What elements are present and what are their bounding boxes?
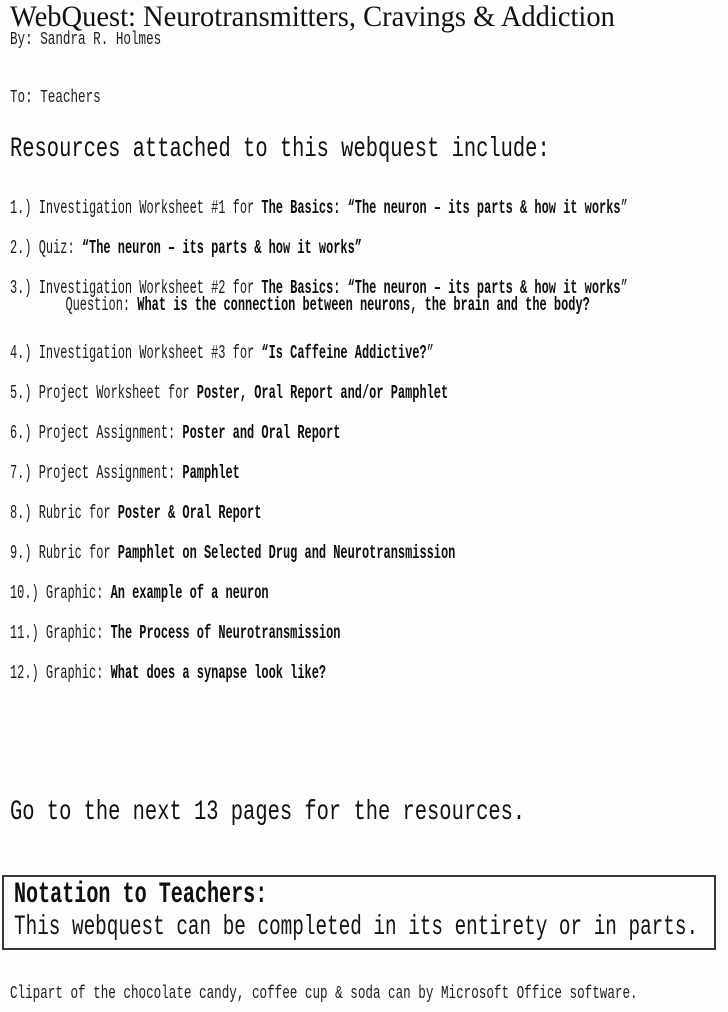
resource-item-line bbox=[10, 422, 628, 444]
resource-item bbox=[10, 197, 628, 219]
resource-bold-text: What does a synapse look like? bbox=[110, 662, 327, 684]
resource-regular-text: 5.) Project Worksheet for bbox=[10, 382, 197, 404]
resource-bold-text: The Process of Neurotransmission bbox=[110, 622, 341, 644]
resource-item-line bbox=[10, 582, 628, 604]
resource-item bbox=[10, 382, 628, 404]
resource-bold-text: Poster and Oral Report bbox=[182, 422, 341, 444]
clipart-credit-line: Clipart of the chocolate candy, coffee cup & soda can by Microsoft Office software. bbox=[10, 984, 638, 1004]
resource-regular-text: 4.) Investigation Worksheet #3 for bbox=[10, 342, 262, 364]
resources-heading: Resources attached to this webquest include: bbox=[10, 134, 550, 165]
resource-item-line bbox=[10, 462, 628, 484]
resource-item-line bbox=[10, 662, 628, 684]
resource-bold-text: An example of a neuron bbox=[110, 582, 269, 604]
resource-bold-text: The Basics: “The neuron – its parts & how it works bbox=[261, 277, 621, 299]
resource-regular-text: 2.) Quiz: bbox=[10, 237, 82, 259]
resource-item-line bbox=[10, 197, 628, 219]
resource-bold-text: Pamphlet bbox=[182, 462, 240, 484]
resource-regular-text: ” bbox=[426, 342, 434, 364]
resource-regular-text: 11.) Graphic: bbox=[10, 622, 111, 644]
notation-body: This webquest can be completed in its entirety or in parts. bbox=[14, 912, 699, 943]
resource-regular-text: 6.) Project Assignment: bbox=[10, 422, 183, 444]
resource-bold-text: The Basics: “The neuron – its parts & how it works bbox=[261, 197, 621, 219]
resource-item bbox=[10, 422, 628, 444]
resource-item-line bbox=[10, 382, 628, 404]
resource-regular-text: 7.) Project Assignment: bbox=[10, 462, 183, 484]
resource-regular-text: 9.) Rubric for bbox=[10, 542, 118, 564]
go-to-pages-heading: Go to the next 13 pages for the resources. bbox=[10, 797, 526, 828]
resource-item bbox=[10, 662, 628, 684]
resource-item-line bbox=[10, 237, 628, 259]
resource-bold-text: Poster, Oral Report and/or Pamphlet bbox=[196, 382, 449, 404]
resource-regular-text: ” bbox=[620, 197, 628, 219]
resource-bold-text: “Is Caffeine Addictive? bbox=[261, 342, 427, 364]
notation-box bbox=[2, 875, 716, 950]
resource-regular-text: 12.) Graphic: bbox=[10, 662, 111, 684]
resource-item-line bbox=[10, 502, 628, 524]
page-title: WebQuest: Neurotransmitters, Cravings & Addiction bbox=[10, 0, 615, 33]
resource-regular-text: 8.) Rubric for bbox=[10, 502, 118, 524]
byline: By: Sandra R. Holmes bbox=[10, 30, 162, 50]
resource-regular-text: 3.) Investigation Worksheet #2 for bbox=[10, 277, 262, 299]
resource-item bbox=[10, 237, 628, 259]
resource-item bbox=[10, 582, 628, 604]
resource-bold-text: Poster & Oral Report bbox=[117, 502, 262, 524]
resource-item bbox=[10, 277, 628, 316]
resource-item-question-line bbox=[10, 294, 628, 316]
notation-heading: Notation to Teachers: bbox=[14, 878, 268, 912]
resource-item-line bbox=[10, 542, 628, 564]
resource-list bbox=[10, 197, 728, 684]
resource-bold-text: “The neuron – its parts & how it works” bbox=[81, 237, 362, 259]
resource-regular-text: 10.) Graphic: bbox=[10, 582, 111, 604]
resource-bold-text: Pamphlet on Selected Drug and Neurotransmission bbox=[117, 542, 456, 564]
resource-bold-text: What is the connection between neurons, the brain and the body? bbox=[137, 294, 590, 316]
resource-regular-text: 1.) Investigation Worksheet #1 for bbox=[10, 197, 262, 219]
resource-regular-text: Question: bbox=[65, 294, 138, 316]
to-teachers-line: To: Teachers bbox=[10, 88, 101, 108]
resource-item-line bbox=[10, 342, 628, 364]
resource-regular-text: ” bbox=[620, 277, 628, 299]
resource-item-line bbox=[10, 622, 628, 644]
resource-item bbox=[10, 462, 628, 484]
resource-item bbox=[10, 622, 628, 644]
resource-item bbox=[10, 342, 628, 364]
resource-item bbox=[10, 542, 628, 564]
resource-item bbox=[10, 502, 628, 524]
